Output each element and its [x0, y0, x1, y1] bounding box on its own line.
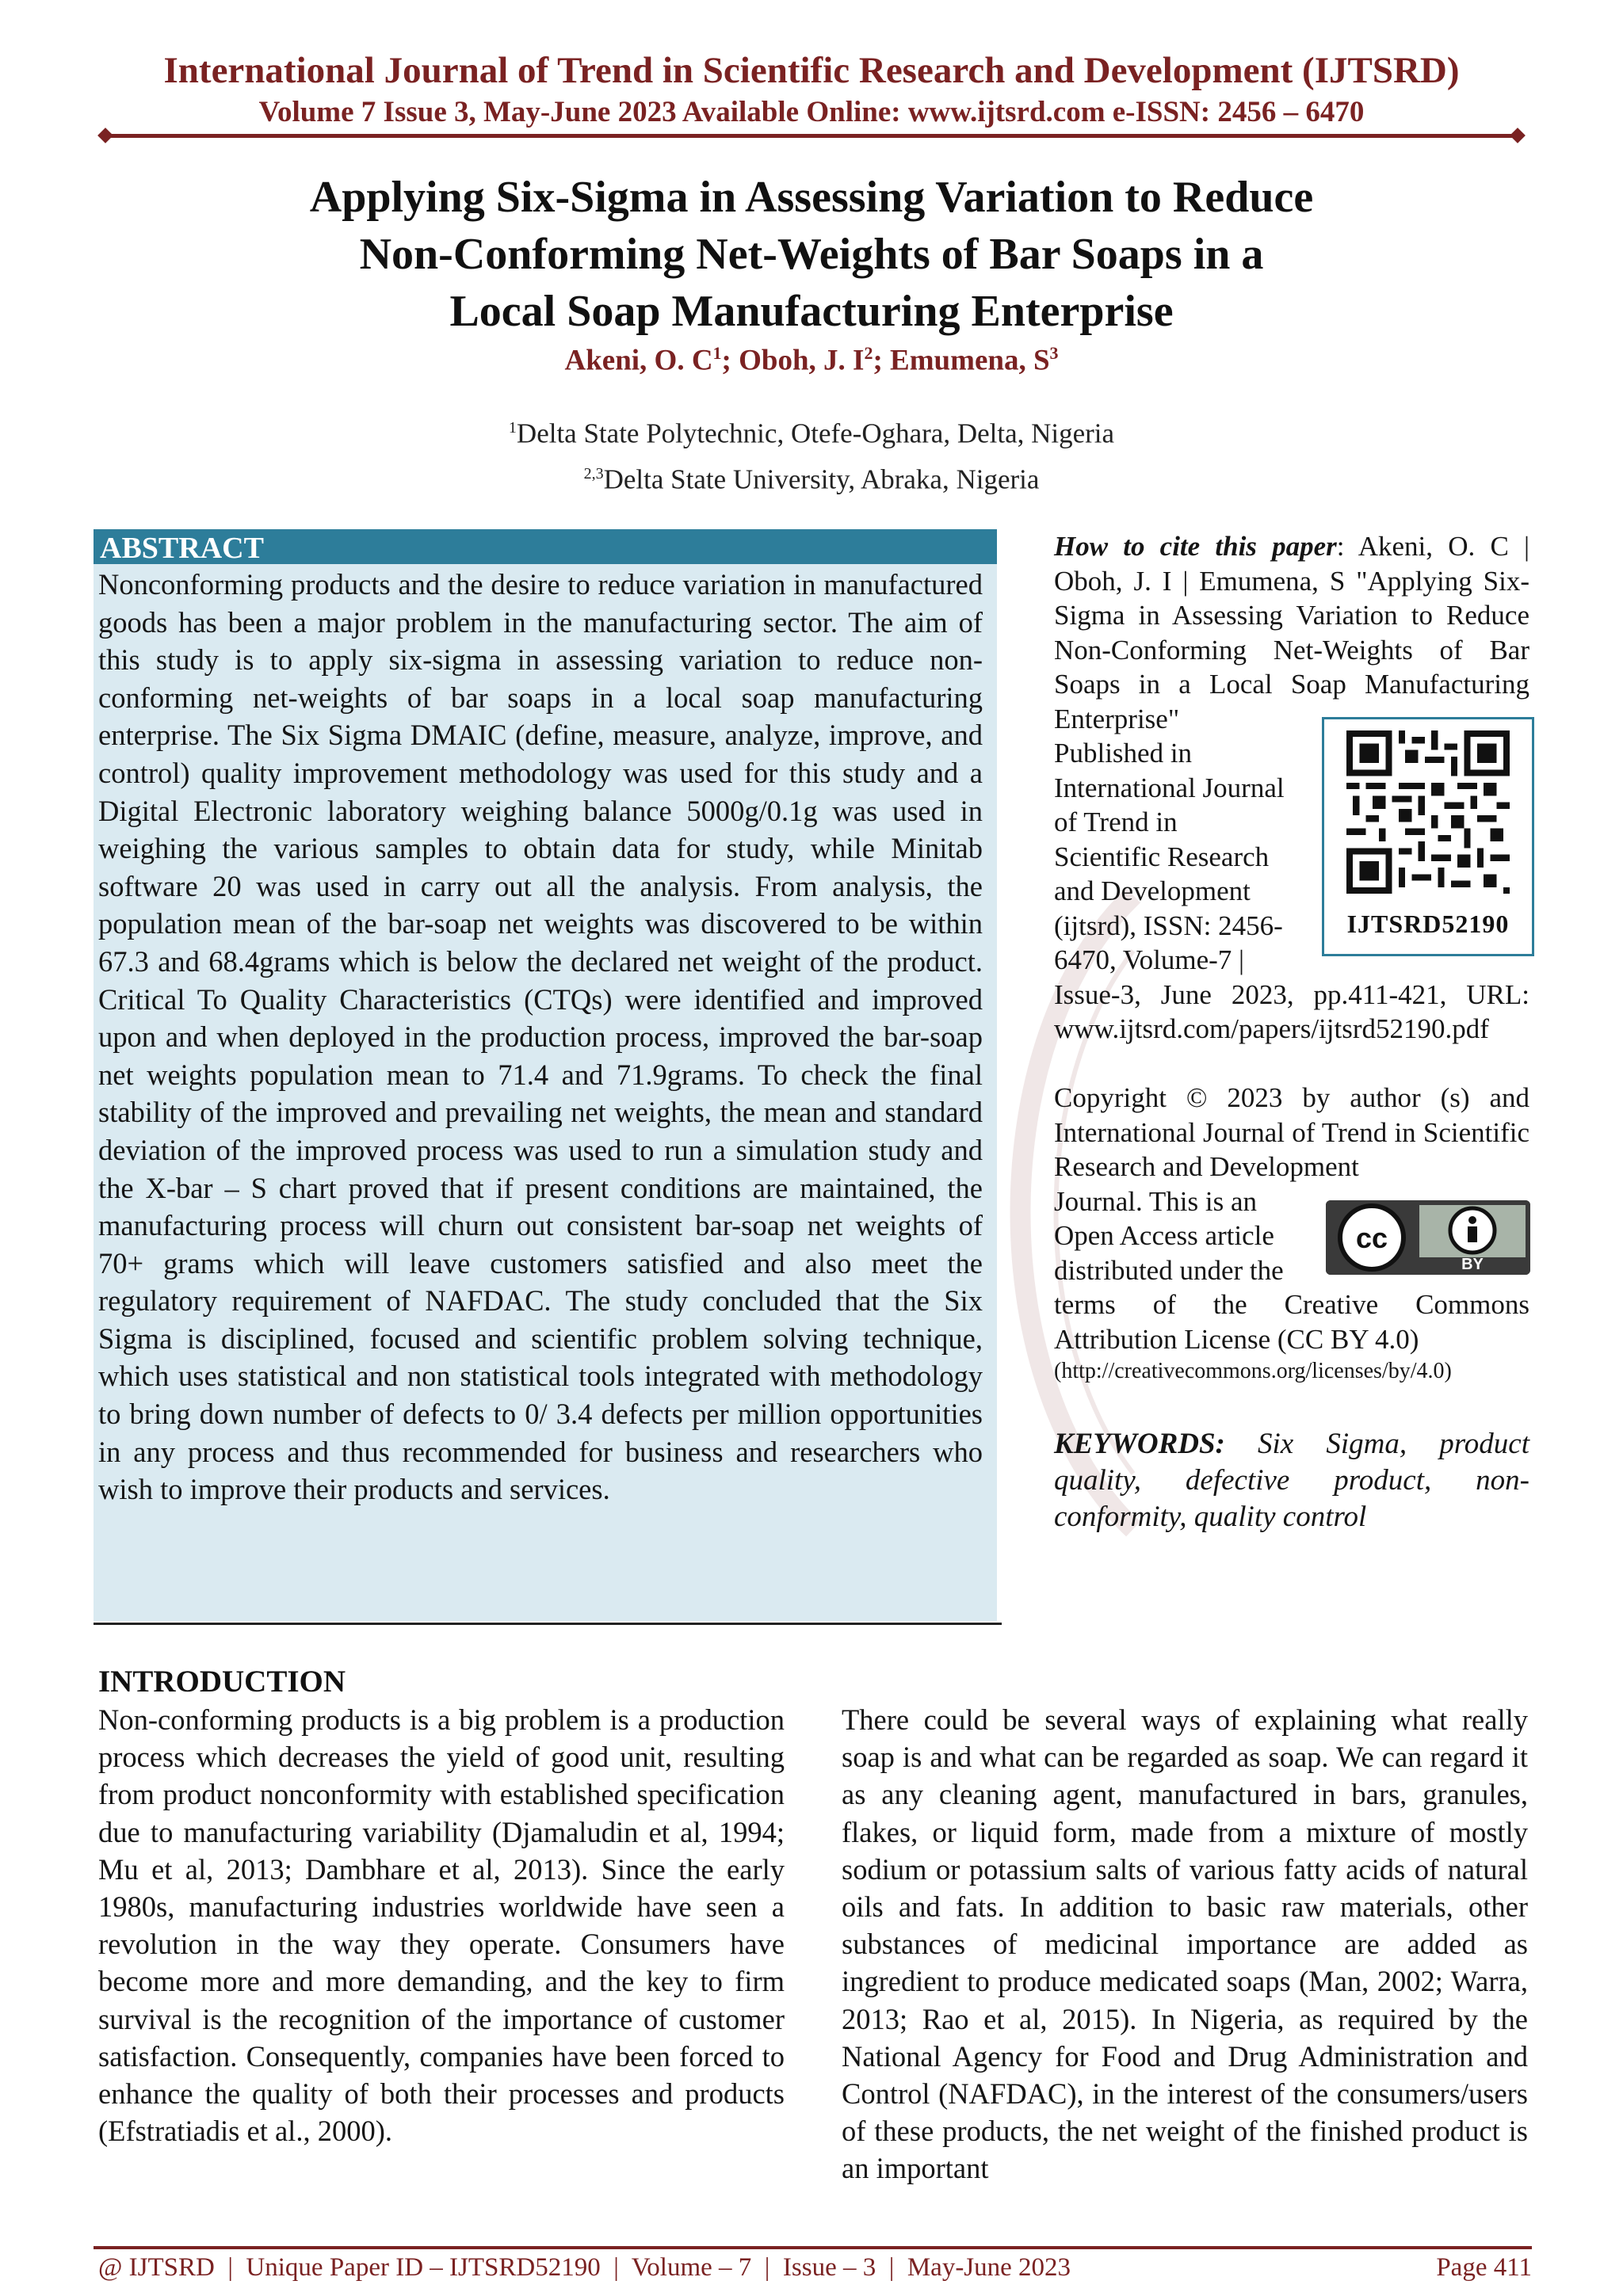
page-number: Page 411 [1436, 2253, 1532, 2282]
abstract-text: Nonconforming products and the desire to reduce variation in manufactured goods has been a major problem in the manufacturing sector. The aim of this study is to apply six-sigma in assessing variation to reduce non-conforming net-weights of bar soaps in a local soap manufacturing enterprise. The Six Sigma DMAIC (define, measure, analyze, improve, and control) quality improvement methodology was used for this study and a Digital Electronic laboratory weighing balance 5000g/0.1g was used in weighing the various samples to obtain data for study, while Minitab software 20 was used in carry out all the analysis. From analysis, the population mean of the bar-soap net weights was discovered to be within 67.3 and 68.4grams which is below the declared net weight of the product. Critical To Quality Characteristics (CTQs) were identified and improved upon and when deployed in the production process, improved the bar-soap net weights population mean to 71.4 and 71.9grams. To check the final stability of the improved and prevailing net weights, the mean and standard deviation of the improved process was used to run a simulation study and the X-bar – S chart proved that if present conditions are maintained, the manufacturing process will churn out consistent bar-soap net weights of 70+ grams which will leave customers satisfied and also meet the regulatory requirement of NAFDAC. The study concluded that the Six Sigma is disciplined, focused and scientific problem solving technique, which uses statistical and non statistical tools integrated with methodology to bring down number of defects to 0/ 3.4 defects per million opportunities in any process and thus recommended for business and researchers who wish to improve their products and services. [98, 568, 983, 1506]
citation-tail: Issue-3, June 2023, pp.411-421, URL: www.ijtsrd.com/papers/ijtsrd52190.pdf [1054, 978, 1529, 1044]
citation-line: International Journal [1054, 772, 1285, 803]
footer-rule [94, 2246, 1532, 2249]
affiliation-2 [0, 454, 1623, 500]
keywords-text: Six Sigma, product quality, defective product, non-conformity, quality control [1054, 1428, 1529, 1533]
citation-line: Scientific Research [1054, 841, 1270, 872]
paper-title-line-1: Applying Six-Sigma in Assessing Variation to Reduce [309, 173, 1314, 222]
abstract-bottom-rule [94, 1623, 1002, 1625]
introduction-heading: INTRODUCTION [98, 1665, 346, 1699]
author-name: Oboh, J. I [739, 344, 865, 377]
copyright-tail: terms of the Creative Commons Attribution License (CC BY 4.0) [1054, 1289, 1529, 1355]
citation-line: Published in [1054, 738, 1193, 769]
citation-line: of Trend in [1054, 807, 1178, 837]
affiliations [0, 408, 1623, 499]
svg-text:cc: cc [1355, 1222, 1388, 1254]
authors-line [0, 343, 1623, 377]
author-name: Akeni, O. C [564, 344, 713, 377]
copyright-lead: Copyright © 2023 by author (s) and International Journal of Trend in Scientific Research and Development [1054, 1082, 1529, 1182]
copyright-narrow [1054, 1184, 1293, 1288]
qr-code-box[interactable] [1322, 717, 1534, 956]
affiliation-text: Delta State Polytechnic, Otefe-Oghara, Delta, Nigeria [516, 418, 1115, 449]
copyright-line: distributed under the [1054, 1254, 1284, 1286]
citation-line: (ijtsrd), ISSN: 2456- [1054, 910, 1283, 941]
header-rule-right-diamond [1510, 128, 1526, 143]
journal-volume-line: Volume 7 Issue 3, May-June 2023 Available Online: www.ijtsrd.com e-ISSN: 2456 – 6470 [258, 96, 1365, 128]
abstract-header-bar [94, 529, 997, 564]
cc-by-label: BY [1461, 1256, 1484, 1273]
introduction-left-column: Non-conforming products is a big problem is a production process which decreases the yield of good unit, resulting from product nonconformity with established specification due to manufacturing variability (Djamaludin et al, 1994; Mu et al, 2013; Dambhare et al, 2013). Since the early 1980s, manufacturing industries worldwide have seen a revolution in the way they operate. Consumers have become more and more demanding, and the key to firm survival is the recognition of the importance of customer satisfaction. Consequently, companies have been forced to enhance the quality of both their processes and products (Efstratiadis et al., 2000). [98, 1703, 785, 2148]
citation-line: and Development [1054, 875, 1251, 906]
header-rule-left-diamond [97, 128, 113, 143]
paper-title-line-3: Local Soap Manufacturing Enterprise [449, 287, 1174, 336]
keywords-label: KEYWORDS: [1054, 1428, 1225, 1460]
cc-by-license-badge[interactable] [1326, 1200, 1530, 1275]
author-sup: 3 [1049, 343, 1059, 363]
copyright-line: Open Access article [1054, 1220, 1274, 1251]
author-separator: ; [873, 344, 891, 377]
paper-title [178, 169, 1445, 340]
author-sup: 2 [864, 343, 873, 363]
paper-title-line-2: Non-Conforming Net-Weights of Bar Soaps in a [359, 230, 1264, 279]
affiliation-sup: 1 [508, 419, 517, 437]
qr-paper-id: IJTSRD52190 [1346, 910, 1510, 938]
journal-title: International Journal of Trend in Scientific Research and Development (IJTSRD) [163, 50, 1460, 91]
affiliation-1 [0, 408, 1623, 454]
header-rule [105, 134, 1518, 138]
copyright-line: Journal. This is an [1054, 1185, 1258, 1217]
footer-info: @ IJTSRD | Unique Paper ID – IJTSRD52190 | Volume – 7 | Issue – 3 | May-June 2023 [98, 2253, 1071, 2282]
citation-published [1054, 736, 1293, 978]
affiliation-sup: 2,3 [583, 464, 604, 482]
citation-lead [1054, 529, 1529, 736]
author-separator: ; [721, 344, 739, 377]
author-name: Emumena, S [890, 344, 1050, 377]
citation-line: 6470, Volume-7 | [1054, 944, 1245, 975]
affiliation-text: Delta State University, Abraka, Nigeria [603, 463, 1040, 495]
abstract-heading: ABSTRACT [100, 532, 264, 565]
qr-code-icon [1346, 730, 1510, 894]
license-url[interactable]: (http://creativecommons.org/licenses/by/4.0) [1054, 1359, 1452, 1383]
keywords [1054, 1426, 1529, 1535]
citation-heading: How to cite this paper [1054, 531, 1337, 562]
author-sup: 1 [712, 343, 722, 363]
introduction-right-column: There could be several ways of explaining what really soap is and what can be regarded as soap. We can regard it as any cleaning agent, manufactured in bars, granules, flakes, or liquid form, made from a mixture of mostly sodium or potassium salts of various fatty acids of natural oils and fats. In addition to basic raw materials, other substances of medicinal importance are added as ingredient to produce medicated soaps (Man, 2002; Warra, 2013; Rao et al, 2015). In Nigeria, as required by the National Agency for Food and Drug Administration and Control (NAFDAC), in the interest of the consumers/users of these products, the net weight of the finished product is an important [842, 1703, 1528, 2185]
citation-lead-text: : Akeni, O. C | Oboh, J. I | Emumena, S "Applying Six-Sigma in Assessing Variation to Reduce Non-Conforming Net-Weights of Bar Soaps in a Local Soap Manufacturing Enterprise" [1054, 531, 1529, 734]
